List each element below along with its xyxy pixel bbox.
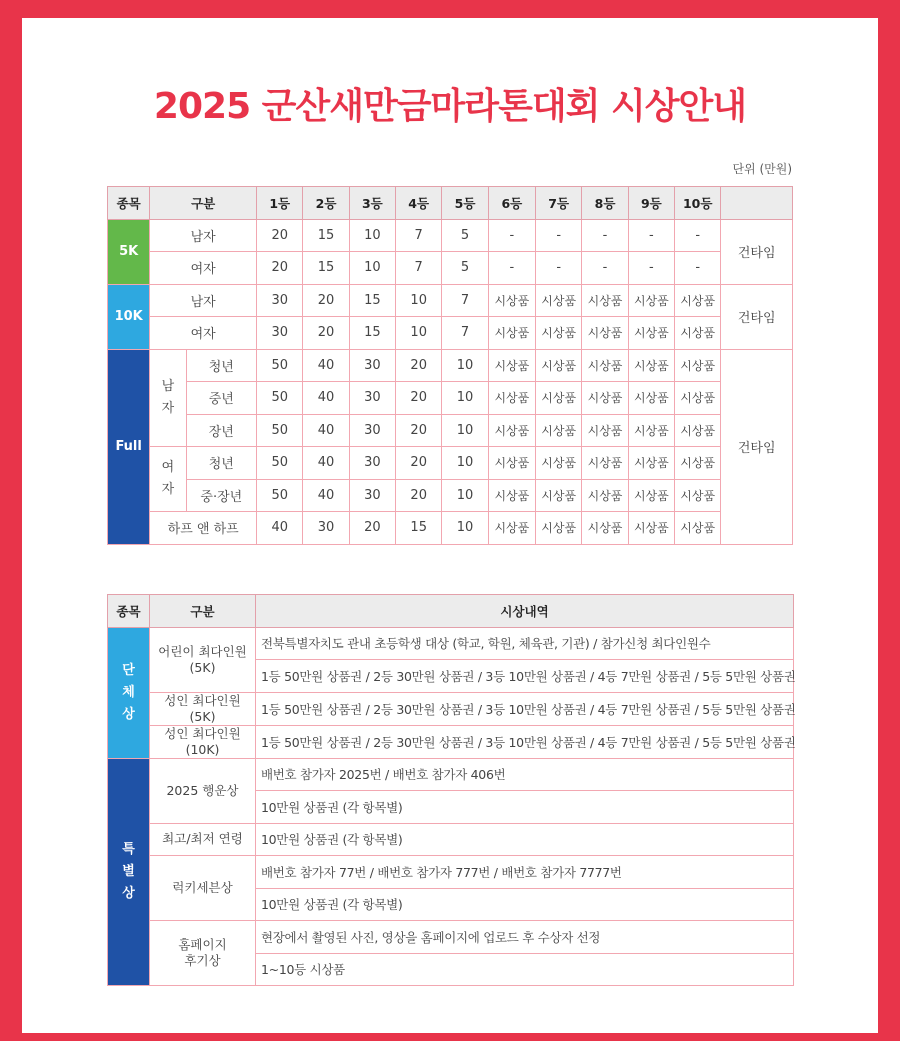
prize-cell: - xyxy=(582,219,628,252)
table-header-row xyxy=(108,595,794,628)
gender-char: 자 xyxy=(161,400,175,416)
prize-cell: - xyxy=(628,219,674,252)
poster-sheet xyxy=(22,18,878,1033)
prize-cell: 7 xyxy=(396,252,442,285)
table-row xyxy=(108,512,793,545)
prize-cell: 시상품 xyxy=(675,447,721,480)
table-row xyxy=(108,382,793,415)
prize-cell: 시상품 xyxy=(582,414,628,447)
prize-cell: 시상품 xyxy=(628,512,674,545)
award-label-line: 후기상 xyxy=(184,953,221,968)
prize-cell: - xyxy=(675,219,721,252)
prize-cell: 시상품 xyxy=(582,382,628,415)
award-desc: 전북특별자치도 관내 초등학생 대상 (학교, 학원, 체육관, 기관) / 참가신청 최다인원수 xyxy=(256,627,794,660)
prize-cell: 10 xyxy=(396,317,442,350)
prize-cell: 5 xyxy=(442,219,488,252)
prize-cell: 시상품 xyxy=(536,512,582,545)
prize-cell: 20 xyxy=(349,512,395,545)
prize-cell: 시상품 xyxy=(582,349,628,382)
gender-char: 남 xyxy=(161,378,175,394)
prize-cell: 시상품 xyxy=(675,317,721,350)
prize-cell: 7 xyxy=(442,284,488,317)
gender-char: 자 xyxy=(161,482,175,497)
table-row xyxy=(108,479,793,512)
row-label: 하프 앤 하프 xyxy=(150,512,257,545)
prize-cell: 10 xyxy=(442,349,488,382)
category-char: 단 xyxy=(122,662,135,678)
prize-cell: 시상품 xyxy=(488,479,535,512)
prize-cell: 시상품 xyxy=(536,317,582,350)
prize-cell: 시상품 xyxy=(675,512,721,545)
prize-cell: 20 xyxy=(396,414,442,447)
table-row xyxy=(108,921,794,954)
gender-male xyxy=(150,349,186,447)
prize-cell: 시상품 xyxy=(628,284,674,317)
prize-cell: 시상품 xyxy=(488,447,535,480)
prize-cell: 50 xyxy=(257,382,303,415)
prize-cell: 20 xyxy=(303,317,349,350)
prize-cell: 30 xyxy=(257,284,303,317)
prize-cell: 시상품 xyxy=(536,284,582,317)
header-cell: 10등 xyxy=(675,187,721,220)
prize-cell: 시상품 xyxy=(582,512,628,545)
header-cell: 1등 xyxy=(257,187,303,220)
prize-cell: 15 xyxy=(349,284,395,317)
award-desc: 10만원 상품권 (각 항목별) xyxy=(256,888,794,921)
prize-cell: 30 xyxy=(257,317,303,350)
header-cell: 시상내역 xyxy=(256,595,794,628)
row-label: 여자 xyxy=(150,317,257,350)
award-desc: 1등 50만원 상품권 / 2등 30만원 상품권 / 3등 10만원 상품권 / 4등 7만원 상품권 / 5등 5만원 상품권 xyxy=(256,692,794,725)
page-title: 2025 군산새만금마라톤대회 시상안내 xyxy=(153,86,747,127)
award-desc: 배번호 참가자 77번 / 배번호 참가자 777번 / 배번호 참가자 7777번 xyxy=(256,856,794,889)
prize-cell: 시상품 xyxy=(488,414,535,447)
prize-cell: 시상품 xyxy=(536,349,582,382)
award-desc: 1등 50만원 상품권 / 2등 30만원 상품권 / 3등 10만원 상품권 / 4등 7만원 상품권 / 5등 5만원 상품권 xyxy=(256,660,794,693)
prize-cell: 시상품 xyxy=(675,284,721,317)
prize-cell: 40 xyxy=(303,382,349,415)
prize-cell: 10 xyxy=(442,512,488,545)
header-cell: 종목 xyxy=(108,595,150,628)
prize-cell: 시상품 xyxy=(628,317,674,350)
award-label xyxy=(150,692,256,725)
table-row xyxy=(108,627,794,660)
prize-cell: 40 xyxy=(303,479,349,512)
prize-cell: 10 xyxy=(349,252,395,285)
category-char: 상 xyxy=(122,706,135,722)
award-desc: 1등 50만원 상품권 / 2등 30만원 상품권 / 3등 10만원 상품권 / 4등 7만원 상품권 / 5등 5만원 상품권 xyxy=(256,725,794,758)
header-cell: 종목 xyxy=(108,187,150,220)
prize-cell: 20 xyxy=(396,349,442,382)
prize-cell: 10 xyxy=(442,414,488,447)
table-header-row xyxy=(108,187,793,220)
row-label: 중년 xyxy=(186,382,257,415)
header-cell: 구분 xyxy=(150,595,256,628)
prize-cell: 7 xyxy=(396,219,442,252)
award-label: 최고/최저 연령 xyxy=(150,823,256,856)
prize-cell: 40 xyxy=(303,414,349,447)
awards-detail-table xyxy=(107,594,794,986)
prize-cell: 10 xyxy=(349,219,395,252)
prize-cell: - xyxy=(488,252,535,285)
row-label: 여자 xyxy=(150,252,257,285)
prize-cell: 시상품 xyxy=(488,317,535,350)
prize-cell: 15 xyxy=(349,317,395,350)
prize-cell: 시상품 xyxy=(582,479,628,512)
category-10k: 10K xyxy=(108,284,150,349)
award-label-line: (5K) xyxy=(189,659,216,675)
category-char: 별 xyxy=(122,863,135,879)
prize-cell: - xyxy=(536,252,582,285)
table-row xyxy=(108,692,794,725)
prize-cell: 시상품 xyxy=(488,349,535,382)
prize-cell: 30 xyxy=(349,382,395,415)
award-label-line: 어린이 최다인원 xyxy=(158,643,247,659)
prize-cell: 20 xyxy=(257,252,303,285)
prize-cell: 시상품 xyxy=(536,382,582,415)
prize-cell: 시상품 xyxy=(488,512,535,545)
table-row xyxy=(108,725,794,758)
prize-cell: - xyxy=(536,219,582,252)
prize-cell: 시상품 xyxy=(536,414,582,447)
prize-cell: 15 xyxy=(396,512,442,545)
category-char: 체 xyxy=(122,684,135,700)
header-cell: 5등 xyxy=(442,187,488,220)
award-desc: 10만원 상품권 (각 항목별) xyxy=(256,791,794,824)
header-cell xyxy=(721,187,793,220)
prize-cell: 시상품 xyxy=(536,447,582,480)
table-row xyxy=(108,823,794,856)
prize-cell: 시상품 xyxy=(628,447,674,480)
category-full: Full xyxy=(108,349,150,544)
category-special-award xyxy=(108,758,150,986)
prize-cell: 30 xyxy=(349,479,395,512)
award-label xyxy=(150,921,256,986)
table-row xyxy=(108,758,794,791)
prize-cell: 7 xyxy=(442,317,488,350)
header-cell: 9등 xyxy=(628,187,674,220)
prize-cell: 40 xyxy=(303,447,349,480)
header-cell: 2등 xyxy=(303,187,349,220)
category-group-award xyxy=(108,627,150,758)
header-cell: 7등 xyxy=(536,187,582,220)
award-label-line: (10K) xyxy=(185,741,220,757)
prize-cell: 시상품 xyxy=(582,447,628,480)
prize-cell: 시상품 xyxy=(582,284,628,317)
category-char: 상 xyxy=(122,885,135,901)
prize-cell: 50 xyxy=(257,479,303,512)
prize-cell: 시상품 xyxy=(675,349,721,382)
award-desc: 현장에서 촬영된 사진, 영상을 홈페이지에 업로드 후 수상자 선정 xyxy=(256,921,794,954)
prize-cell: 50 xyxy=(257,447,303,480)
row-label: 장년 xyxy=(186,414,257,447)
prize-cell: 30 xyxy=(349,414,395,447)
prize-cell: 20 xyxy=(396,447,442,480)
table-row xyxy=(108,856,794,889)
prize-cell: 시상품 xyxy=(628,382,674,415)
award-label xyxy=(150,627,256,692)
prize-cell: - xyxy=(628,252,674,285)
prize-cell: - xyxy=(582,252,628,285)
gender-char: 여 xyxy=(161,460,175,475)
category-char: 특 xyxy=(122,841,135,857)
prize-cell: 시상품 xyxy=(628,349,674,382)
prize-cell: 시상품 xyxy=(675,414,721,447)
prize-cell: 20 xyxy=(396,479,442,512)
note-cell: 건타임 xyxy=(721,284,793,349)
prize-cell: 20 xyxy=(257,219,303,252)
table-row xyxy=(108,414,793,447)
table-row xyxy=(108,219,793,252)
prize-cell: 시상품 xyxy=(675,479,721,512)
award-label-line: 홈페이지 xyxy=(178,937,227,952)
table-row xyxy=(108,284,793,317)
header-cell: 3등 xyxy=(349,187,395,220)
gender-female xyxy=(150,447,186,512)
prize-cell: 시상품 xyxy=(536,479,582,512)
row-label: 청년 xyxy=(186,349,257,382)
prize-cell: 시상품 xyxy=(628,414,674,447)
prize-cell: 20 xyxy=(396,382,442,415)
prize-cell: 50 xyxy=(257,349,303,382)
table-row xyxy=(108,252,793,285)
prize-cell: 시상품 xyxy=(488,284,535,317)
table-row xyxy=(108,447,793,480)
award-desc: 1~10등 시상품 xyxy=(256,953,794,986)
header-cell: 6등 xyxy=(488,187,535,220)
unit-label: 단위 (만원) xyxy=(732,162,792,176)
prize-cell: 시상품 xyxy=(582,317,628,350)
category-5k: 5K xyxy=(108,219,150,284)
prize-cell: 50 xyxy=(257,414,303,447)
note-cell: 건타임 xyxy=(721,349,793,544)
prize-cell: 시상품 xyxy=(675,382,721,415)
prize-cell: 시상품 xyxy=(488,382,535,415)
header-cell: 4등 xyxy=(396,187,442,220)
table-row xyxy=(108,317,793,350)
prize-cell: - xyxy=(488,219,535,252)
prize-cell: 10 xyxy=(442,382,488,415)
prize-cell: 40 xyxy=(257,512,303,545)
header-cell: 8등 xyxy=(582,187,628,220)
prize-cell: 10 xyxy=(442,447,488,480)
row-label: 남자 xyxy=(150,284,257,317)
prize-cell: 15 xyxy=(303,252,349,285)
award-label-line: 성인 최다인원 xyxy=(164,692,241,708)
prize-cell: 30 xyxy=(303,512,349,545)
row-label: 남자 xyxy=(150,219,257,252)
row-label: 청년 xyxy=(186,447,257,480)
award-label-line: (5K) xyxy=(189,708,216,724)
award-label: 2025 행운상 xyxy=(150,758,256,823)
prize-cell: - xyxy=(675,252,721,285)
header-cell: 구분 xyxy=(150,187,257,220)
award-label xyxy=(150,725,256,758)
prize-cell: 10 xyxy=(442,479,488,512)
award-desc: 10만원 상품권 (각 항목별) xyxy=(256,823,794,856)
prize-cell: 30 xyxy=(349,447,395,480)
prize-cell: 15 xyxy=(303,219,349,252)
prize-cell: 10 xyxy=(396,284,442,317)
prize-cell: 시상품 xyxy=(628,479,674,512)
prize-cell: 20 xyxy=(303,284,349,317)
award-label: 럭키세븐상 xyxy=(150,856,256,921)
row-label: 중·장년 xyxy=(186,479,257,512)
award-label-line: 성인 최다인원 xyxy=(164,725,241,741)
prize-cell: 40 xyxy=(303,349,349,382)
prize-cell: 5 xyxy=(442,252,488,285)
prize-money-table xyxy=(107,186,793,545)
note-cell: 건타임 xyxy=(721,219,793,284)
prize-cell: 30 xyxy=(349,349,395,382)
table-row xyxy=(108,349,793,382)
award-desc: 배번호 참가자 2025번 / 배번호 참가자 406번 xyxy=(256,758,794,791)
